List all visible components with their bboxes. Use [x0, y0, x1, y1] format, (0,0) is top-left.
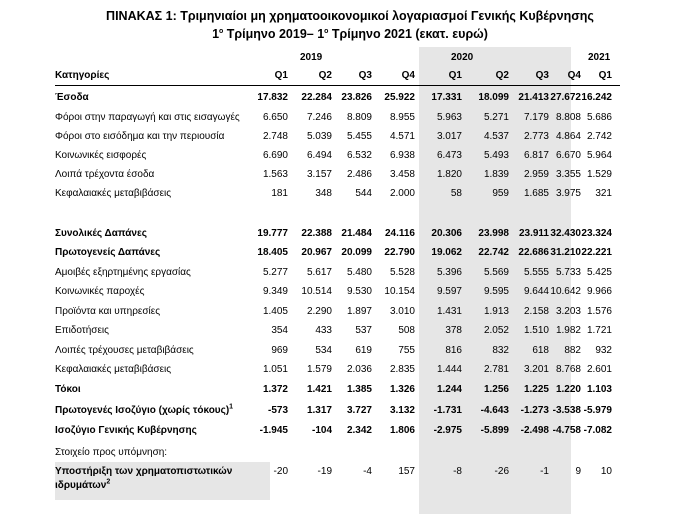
memo-label-line1: Υποστήριξη των χρηματοπιστωτικών — [55, 466, 233, 477]
table-cell: 1.103 — [586, 384, 612, 395]
table-cell: 18.099 — [478, 92, 509, 103]
table-cell: 16.242 — [581, 92, 612, 103]
table-cell: 959 — [492, 188, 509, 199]
table-cell: 6.650 — [262, 112, 288, 123]
table-cell: -3.538 — [552, 405, 581, 416]
table-cell: 5.555 — [523, 267, 549, 278]
table-cell: 2.036 — [346, 364, 372, 375]
table-cell: 5.271 — [483, 112, 509, 123]
table-cell: 5.569 — [483, 267, 509, 278]
table-cell: 5.963 — [436, 112, 462, 123]
table-cell: 1.839 — [483, 169, 509, 180]
table-row — [0, 421, 700, 440]
row-label: Κεφαλαιακές μεταβιβάσεις — [55, 364, 172, 375]
row-label: Φόροι στο εισόδημα και την περιουσία — [55, 131, 225, 142]
memo-heading: Στοιχείο προς υπόμνηση: — [55, 447, 168, 458]
table-cell: 157 — [398, 466, 415, 477]
table-cell: 537 — [355, 325, 372, 336]
table-cell: 5.493 — [483, 150, 509, 161]
table-cell: 5.964 — [586, 150, 612, 161]
table-cell: 23.324 — [581, 228, 612, 239]
table-cell: 1.051 — [262, 364, 288, 375]
table-cell: 1.385 — [346, 384, 372, 395]
table-cell: 21.413 — [518, 92, 549, 103]
table-cell: -573 — [267, 405, 288, 416]
table-cell: 1.721 — [586, 325, 612, 336]
table-cell: 4.571 — [389, 131, 415, 142]
table-cell: 2.486 — [346, 169, 372, 180]
table-cell: 3.355 — [555, 169, 581, 180]
table-cell: 3.727 — [346, 405, 372, 416]
column-header: Q1 — [598, 70, 612, 81]
table-cell: 1.405 — [262, 306, 288, 317]
table-cell: 32.430 — [550, 228, 581, 239]
table-row — [0, 341, 700, 360]
table-cell: 1.579 — [306, 364, 332, 375]
table-cell: 2.773 — [523, 131, 549, 142]
table-cell: 10.154 — [384, 286, 415, 297]
table-cell: 9.597 — [436, 286, 462, 297]
table-cell: 3.017 — [436, 131, 462, 142]
table-cell: 3.201 — [523, 364, 549, 375]
footnote-marker: 1 — [229, 403, 234, 411]
row-label: Λοιπές τρέχουσες μεταβιβάσεις — [55, 345, 194, 356]
table-cell: 1.431 — [436, 306, 462, 317]
row-label: Κοινωνικές εισφορές — [55, 150, 147, 161]
table-cell: 1.806 — [389, 425, 415, 436]
table-cell: 4.537 — [483, 131, 509, 142]
row-label: Λοιπά τρέχοντα έσοδα — [55, 169, 155, 180]
table-cell: -2.498 — [520, 425, 549, 436]
table-cell: 7.246 — [306, 112, 332, 123]
table-cell: 5.039 — [306, 131, 332, 142]
column-header: Q4 — [567, 70, 581, 81]
table-cell: 2.342 — [346, 425, 372, 436]
row-label: Τόκοι — [55, 384, 81, 395]
table-cell: 6.494 — [306, 150, 332, 161]
table-cell: 6.817 — [523, 150, 549, 161]
header-row — [0, 66, 700, 85]
row-label: Κεφαλαιακές μεταβιβάσεις — [55, 188, 172, 199]
table-cell: -4.758 — [552, 425, 581, 436]
table-cell: 1.913 — [483, 306, 509, 317]
table-cell: 17.832 — [257, 92, 288, 103]
table-cell: 354 — [271, 325, 288, 336]
table-cell: 2.000 — [389, 188, 415, 199]
table-cell: -4.643 — [480, 405, 509, 416]
row-label: Φόροι στην παραγωγή και στις εισαγωγές — [55, 112, 240, 123]
table-row — [0, 146, 700, 165]
table-cell: 3.132 — [389, 405, 415, 416]
row-label: Πρωτογενείς Δαπάνες — [55, 247, 161, 258]
table-cell: 882 — [564, 345, 581, 356]
table-cell: 10.642 — [550, 286, 581, 297]
table-cell: 6.670 — [555, 150, 581, 161]
table-row — [0, 302, 700, 321]
table-cell: 8.808 — [555, 112, 581, 123]
table-cell: 3.203 — [555, 306, 581, 317]
table-cell: 24.116 — [384, 228, 415, 239]
table-cell: -1.945 — [259, 425, 288, 436]
table-cell: 3.157 — [306, 169, 332, 180]
table-cell: -19 — [317, 466, 332, 477]
table-cell: 2.052 — [483, 325, 509, 336]
column-header: Q2 — [318, 70, 332, 81]
table-cell: 4.864 — [555, 131, 581, 142]
table-cell: -1 — [540, 466, 549, 477]
table-cell: 58 — [450, 188, 462, 199]
table-cell: 1.372 — [262, 384, 288, 395]
table-cell: 2.781 — [483, 364, 509, 375]
table-cell: 5.528 — [389, 267, 415, 278]
table-cell: 2.158 — [523, 306, 549, 317]
table-row — [0, 224, 700, 243]
table-cell: 17.331 — [431, 92, 462, 103]
table-cell: -104 — [311, 425, 332, 436]
table-cell: 8.955 — [389, 112, 415, 123]
table-cell: 755 — [398, 345, 415, 356]
row-label: Αμοιβές εξηρτημένης εργασίας — [55, 267, 191, 278]
table-cell: 508 — [398, 325, 415, 336]
table-cell: 8.768 — [555, 364, 581, 375]
table-cell: 2.742 — [586, 131, 612, 142]
table-cell: 1.256 — [483, 384, 509, 395]
year-label: 2020 — [451, 52, 474, 63]
table-row — [0, 321, 700, 340]
table-cell: -1.731 — [433, 405, 462, 416]
column-header: Q1 — [274, 70, 288, 81]
memo-label-line2: ιδρυμάτων$^2$ — [55, 478, 111, 491]
table-cell: 1.529 — [586, 169, 612, 180]
header-label: Κατηγορίες — [55, 70, 110, 81]
table-cell: 20.306 — [431, 228, 462, 239]
footnote-marker: 2 — [106, 478, 111, 486]
table-cell: 10.514 — [301, 286, 332, 297]
table-cell: 1.220 — [555, 384, 581, 395]
table-row — [0, 184, 700, 203]
table-cell: 2.601 — [586, 364, 612, 375]
table-cell: 20.099 — [341, 247, 372, 258]
table-cell: 23.911 — [518, 228, 549, 239]
table-cell: 18.405 — [257, 247, 288, 258]
table-cell: 27.672 — [550, 92, 581, 103]
table-cell: 21.484 — [341, 228, 372, 239]
table-cell: 3.975 — [555, 188, 581, 199]
table-cell: 9.966 — [586, 286, 612, 297]
table-cell: -26 — [494, 466, 509, 477]
table-cell: 2.959 — [523, 169, 549, 180]
table-cell: 3.458 — [389, 169, 415, 180]
table-cell: 8.809 — [346, 112, 372, 123]
row-label: Ισοζύγιο Γενικής Κυβέρνησης — [55, 425, 197, 436]
column-header: Q4 — [401, 70, 415, 81]
table-cell: 5.733 — [555, 267, 581, 278]
table-cell: 1.820 — [436, 169, 462, 180]
table-row — [0, 263, 700, 282]
table-cell: 20.967 — [301, 247, 332, 258]
table-cell: 6.690 — [262, 150, 288, 161]
table-cell: 1.326 — [389, 384, 415, 395]
table-cell: 22.221 — [581, 247, 612, 258]
table-cell: 321 — [595, 188, 612, 199]
table-row — [0, 108, 700, 127]
table-cell: 3.010 — [389, 306, 415, 317]
table-cell: 2.748 — [262, 131, 288, 142]
table-cell: -5.899 — [480, 425, 509, 436]
table-title: ΠΙΝΑΚΑΣ 1: Τριμηνιαίοι μη χρηματοοικονομικοί λογαριασμοί Γενικής Κυβέρνησης — [106, 9, 594, 23]
table-cell: 1.244 — [436, 384, 462, 395]
table-cell: 1.982 — [555, 325, 581, 336]
table-cell: 1.317 — [306, 405, 332, 416]
table-cell: 1.444 — [436, 364, 462, 375]
table-cell: 10 — [600, 466, 612, 477]
row-label: Κοινωνικές παροχές — [55, 286, 145, 297]
table-cell: 25.922 — [384, 92, 415, 103]
table-cell: 5.455 — [346, 131, 372, 142]
table-cell: 6.938 — [389, 150, 415, 161]
table-row — [0, 88, 700, 107]
table-cell: -8 — [453, 466, 462, 477]
table-cell: 19.062 — [431, 247, 462, 258]
table-cell: 19.777 — [257, 228, 288, 239]
column-header: Q3 — [535, 70, 549, 81]
table-cell: 22.388 — [301, 228, 332, 239]
table-cell: 378 — [445, 325, 462, 336]
table-cell: 22.790 — [384, 247, 415, 258]
table-cell: 544 — [355, 188, 372, 199]
table-cell: 534 — [315, 345, 332, 356]
table-row — [0, 127, 700, 146]
table-cell: 832 — [492, 345, 509, 356]
table-cell: 1.510 — [523, 325, 549, 336]
table-cell: 1.563 — [262, 169, 288, 180]
column-header: Q3 — [358, 70, 372, 81]
row-label: Πρωτογενές Ισοζύγιο (χωρίς τόκους)$^1$ — [55, 403, 234, 416]
table-cell: 7.179 — [523, 112, 549, 123]
table-cell: 816 — [445, 345, 462, 356]
table-cell: 9 — [575, 466, 581, 477]
table-cell: 9.530 — [346, 286, 372, 297]
table-cell: 22.284 — [301, 92, 332, 103]
row-label: Επιδοτήσεις — [55, 325, 109, 336]
table-cell: 1.685 — [523, 188, 549, 199]
table-row — [0, 380, 700, 399]
table-cell: 31.210 — [550, 247, 581, 258]
table-cell: 181 — [271, 188, 288, 199]
table-cell: -2.975 — [433, 425, 462, 436]
table-cell: 2.290 — [306, 306, 332, 317]
row-label: Συνολικές Δαπάνες — [55, 228, 147, 239]
table-cell: 9.349 — [262, 286, 288, 297]
table-cell: 619 — [355, 345, 372, 356]
table-cell: 22.742 — [478, 247, 509, 258]
table-cell: -4 — [363, 466, 372, 477]
table-row — [0, 401, 700, 420]
table-cell: 969 — [271, 345, 288, 356]
table-row — [0, 243, 700, 262]
table-cell: 6.473 — [436, 150, 462, 161]
memo-row — [0, 466, 700, 482]
table-cell: 1.225 — [523, 384, 549, 395]
table-cell: 5.425 — [586, 267, 612, 278]
table-subtitle: $1^o$ Τρίμηνο 2019– $1^o$ Τρίμηνο 2021 (εκατ. ευρώ) — [212, 27, 488, 41]
table-cell: 9.595 — [483, 286, 509, 297]
table-row — [0, 282, 700, 301]
table-cell: 5.686 — [586, 112, 612, 123]
table-cell: 932 — [595, 345, 612, 356]
table-cell: -7.082 — [583, 425, 612, 436]
table-cell: -20 — [273, 466, 288, 477]
table-row — [0, 165, 700, 184]
table-cell: 5.617 — [306, 267, 332, 278]
table-cell: 2.835 — [389, 364, 415, 375]
table-cell: 5.396 — [436, 267, 462, 278]
table-cell: 5.480 — [346, 267, 372, 278]
table-cell: 22.686 — [518, 247, 549, 258]
table-cell: -1.273 — [520, 405, 549, 416]
header-divider — [55, 85, 620, 86]
table-cell: 618 — [532, 345, 549, 356]
row-label: Έσοδα — [55, 92, 89, 103]
table-cell: 23.998 — [478, 228, 509, 239]
row-label: Προϊόντα και υπηρεσίες — [55, 306, 161, 317]
table-cell: 1.576 — [586, 306, 612, 317]
table-cell: 23.826 — [341, 92, 372, 103]
table-cell: 6.532 — [346, 150, 372, 161]
table-cell: 5.277 — [262, 267, 288, 278]
table-cell: 9.644 — [523, 286, 549, 297]
table-cell: 1.897 — [346, 306, 372, 317]
year-label: 2021 — [588, 52, 611, 63]
table-cell: 348 — [315, 188, 332, 199]
table-cell: 1.421 — [306, 384, 332, 395]
year-label: 2019 — [300, 52, 323, 63]
table-cell: 433 — [315, 325, 332, 336]
table-row — [0, 360, 700, 379]
table-cell: -5.979 — [583, 405, 612, 416]
column-header: Q1 — [448, 70, 462, 81]
column-header: Q2 — [495, 70, 509, 81]
